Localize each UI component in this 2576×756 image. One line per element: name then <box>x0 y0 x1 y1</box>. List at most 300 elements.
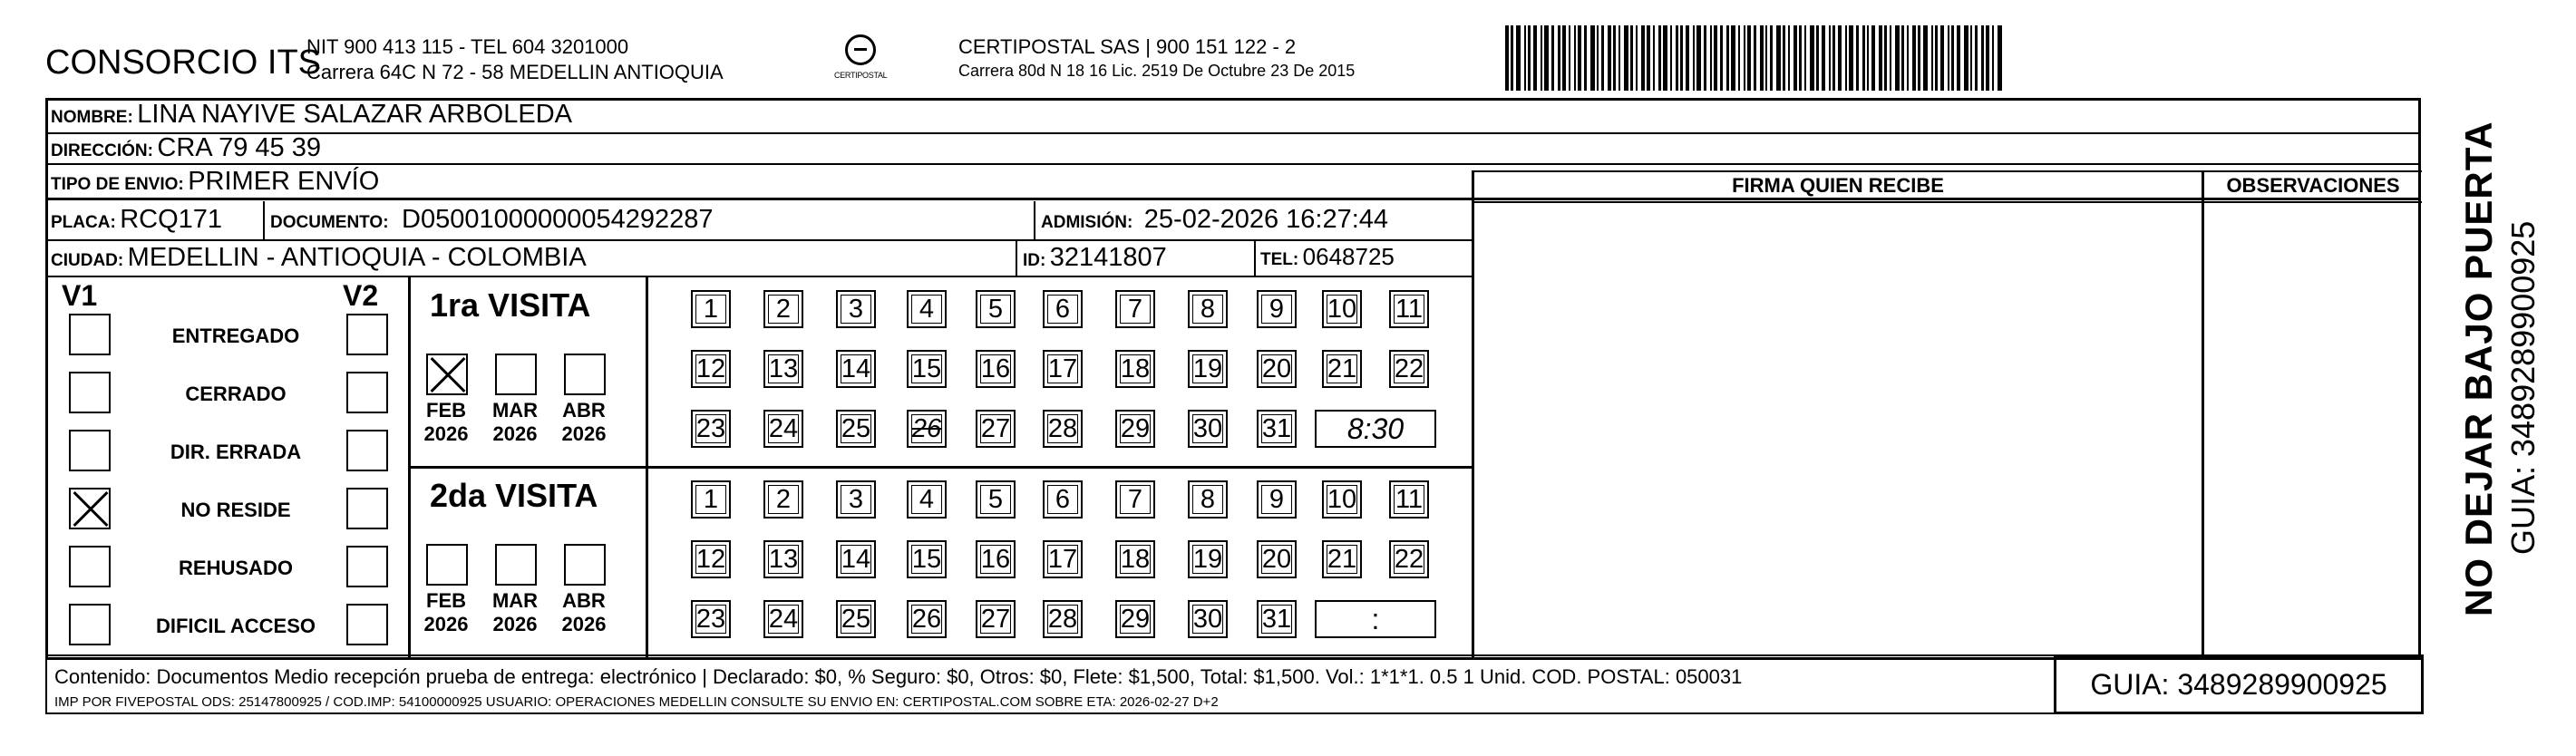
barcode-bar <box>1653 25 1655 91</box>
day-number: 29 <box>1120 414 1151 443</box>
barcode-bar <box>1597 25 1599 91</box>
day-box[interactable] <box>1043 540 1083 578</box>
day-box[interactable] <box>907 600 947 638</box>
placa-label: PLACA: <box>51 213 116 232</box>
divider <box>1472 170 1474 660</box>
day-box[interactable] <box>1115 600 1155 638</box>
barcode-bar <box>1578 25 1581 91</box>
nombre-value: LINA NAYIVE SALAZAR ARBOLEDA <box>137 100 572 129</box>
day-number: 14 <box>841 354 871 383</box>
placa-value: RCQ171 <box>120 205 223 234</box>
day-box[interactable] <box>691 540 731 578</box>
day-box[interactable] <box>907 350 947 388</box>
day-box[interactable] <box>1257 540 1297 578</box>
barcode-bar <box>1680 25 1683 91</box>
day-number: 13 <box>768 545 799 574</box>
day-box[interactable] <box>691 410 731 448</box>
day-number: 17 <box>1047 545 1078 574</box>
v2-checkbox[interactable] <box>346 314 388 355</box>
day-number: 7 <box>1127 485 1143 514</box>
barcode-bar <box>1912 25 1916 91</box>
footer-frame <box>45 654 2424 714</box>
day-number: 31 <box>1261 605 1292 634</box>
day-number: 2 <box>775 485 792 514</box>
month-name: FEB <box>426 399 466 422</box>
day-number: 18 <box>1120 545 1151 574</box>
day-box[interactable] <box>1043 410 1083 448</box>
direccion-row <box>51 133 321 163</box>
day-box[interactable] <box>1322 540 1362 578</box>
day-box[interactable] <box>976 290 1016 328</box>
day-box[interactable] <box>1322 480 1362 519</box>
day-box[interactable] <box>691 480 731 519</box>
barcode-bar <box>1558 25 1560 91</box>
barcode-bar <box>1793 25 1797 91</box>
month-year: 2026 <box>492 422 538 445</box>
divider <box>45 276 1472 277</box>
day-box[interactable] <box>1389 480 1429 519</box>
barcode-bar <box>1867 25 1869 91</box>
certipostal-info <box>958 34 1355 82</box>
barcode-bar <box>1871 25 1875 91</box>
day-number: 28 <box>1047 414 1078 443</box>
status-label: DIFICIL ACCESO <box>155 615 316 637</box>
day-box[interactable] <box>1115 540 1155 578</box>
day-box[interactable] <box>1115 350 1155 388</box>
day-box[interactable] <box>1188 290 1228 328</box>
ciudad-field <box>51 243 587 273</box>
v2-checkbox[interactable] <box>346 488 388 529</box>
day-box[interactable] <box>763 600 803 638</box>
day-number: 8 <box>1200 295 1216 324</box>
day-number: 9 <box>1269 295 1285 324</box>
day-number: 26 <box>911 605 942 634</box>
logo-icon <box>845 34 876 65</box>
barcode-bar <box>1788 25 1790 91</box>
day-box[interactable] <box>1257 410 1297 448</box>
day-number: 22 <box>1394 354 1424 383</box>
nombre-row <box>51 100 572 130</box>
day-box[interactable] <box>763 350 803 388</box>
barcode-bar <box>1731 25 1735 91</box>
guia-box: GUIA: 3489289900925 <box>2054 654 2424 714</box>
barcode-bar <box>1744 25 1745 91</box>
barcode-bar <box>1986 25 1989 91</box>
barcode-bar <box>1884 25 1887 91</box>
day-number: 6 <box>1055 295 1071 324</box>
visit-title: 2da VISITA <box>430 477 598 514</box>
day-box[interactable] <box>1389 350 1429 388</box>
barcode-bar <box>1890 25 1891 91</box>
day-number: 16 <box>980 545 1011 574</box>
month-label <box>419 589 473 636</box>
v2-header: V2 <box>343 279 379 312</box>
day-number: 4 <box>919 485 935 514</box>
barcode-bar <box>1783 25 1785 91</box>
day-number: 31 <box>1261 414 1292 443</box>
barcode-bar <box>1714 25 1717 91</box>
barcode-bar <box>1856 25 1859 91</box>
day-number: 24 <box>768 605 799 634</box>
day-number: 23 <box>695 605 726 634</box>
month-name: FEB <box>426 589 466 612</box>
barcode-bar <box>1544 25 1549 91</box>
day-box[interactable] <box>763 290 803 328</box>
day-number: 15 <box>911 545 942 574</box>
day-number: 20 <box>1261 545 1292 574</box>
id-field <box>1023 243 1167 273</box>
brand-name: CONSORCIO ITS <box>45 44 322 82</box>
barcode-bar <box>1776 25 1781 91</box>
barcode-bar <box>1862 25 1865 91</box>
day-number: 1 <box>703 485 719 514</box>
day-box[interactable] <box>691 600 731 638</box>
barcode-bar <box>1569 25 1570 91</box>
ciudad-value: MEDELLIN - ANTIOQUIA - COLOMBIA <box>127 243 587 272</box>
barcode-bar <box>1511 25 1513 91</box>
v1-checkbox[interactable] <box>69 546 111 587</box>
barcode-bar <box>1810 25 1814 91</box>
v1-header: V1 <box>62 279 98 312</box>
day-box[interactable] <box>836 480 876 519</box>
certipostal-line1: CERTIPOSTAL SAS | 900 151 122 - 2 <box>958 35 1297 58</box>
barcode-bar <box>1630 25 1633 91</box>
v2-checkbox[interactable] <box>346 604 388 645</box>
placa-field <box>51 205 222 235</box>
day-box[interactable] <box>1257 480 1297 519</box>
barcode-bar <box>1624 25 1628 91</box>
id-value: 32141807 <box>1049 243 1167 272</box>
barcode-bar <box>1562 25 1566 91</box>
day-number: 19 <box>1192 354 1223 383</box>
day-box[interactable] <box>763 540 803 578</box>
month-checkbox[interactable] <box>426 354 468 395</box>
day-number: 12 <box>695 354 726 383</box>
day-box[interactable] <box>1257 290 1297 328</box>
contenido-text: Contenido: Documentos Medio recepción prueba de entrega: electrónico | Declarado: $0, % Seguro: $0, Otros: $0, Flete: $1,500, Total: $1,500. Vol.: 1*1*1. 0.5 1 Unid. COD. POSTAL: 050031 <box>54 665 1743 688</box>
divider <box>45 163 2421 165</box>
month-label <box>488 589 542 636</box>
v1-checkbox[interactable] <box>69 488 111 529</box>
day-number: 1 <box>703 295 719 324</box>
barcode-bar <box>1895 25 1900 91</box>
barcode-bar <box>1601 25 1604 91</box>
barcode-bar <box>1704 25 1706 91</box>
barcode-bar <box>1670 25 1672 91</box>
day-box[interactable] <box>1257 350 1297 388</box>
imp-text: IMP POR FIVEPOSTAL ODS: 25147800925 / COD.IMP: 54100000925 USUARIO: OPERACIONES MEDELLIN CONSULTE SU ENVIO EN: CERTIPOSTAL.COM SOBRE ETA: 2026-02-27 D+2 <box>54 694 1219 710</box>
day-box[interactable] <box>907 410 947 448</box>
barcode-bar <box>1975 25 1978 91</box>
day-box[interactable] <box>1257 600 1297 638</box>
day-box[interactable] <box>1043 290 1083 328</box>
month-name: MAR <box>491 589 539 612</box>
month-year: 2026 <box>561 613 607 635</box>
v2-checkbox[interactable] <box>346 372 388 413</box>
barcode-bar <box>1760 25 1764 91</box>
day-number: 11 <box>1395 485 1424 514</box>
barcode <box>1505 25 2231 91</box>
visit-time[interactable]: 8:30 <box>1315 410 1436 448</box>
barcode-bar <box>1829 25 1831 91</box>
day-box[interactable] <box>1322 290 1362 328</box>
day-number: 18 <box>1120 354 1151 383</box>
barcode-bar <box>1726 25 1729 91</box>
month-year: 2026 <box>423 613 469 635</box>
divider <box>646 276 648 660</box>
day-box[interactable] <box>976 480 1016 519</box>
divider <box>1034 201 1035 239</box>
day-box[interactable] <box>976 540 1016 578</box>
barcode-bar <box>1693 25 1695 91</box>
id-label: ID: <box>1023 251 1046 270</box>
v1-checkbox[interactable] <box>69 430 111 471</box>
barcode-bar <box>1992 25 1994 91</box>
day-box[interactable] <box>976 600 1016 638</box>
day-box[interactable] <box>976 410 1016 448</box>
barcode-bar <box>1804 25 1806 91</box>
barcode-bar <box>1879 25 1882 91</box>
day-box[interactable] <box>907 540 947 578</box>
day-number: 3 <box>848 295 864 324</box>
barcode-bar <box>1845 25 1847 91</box>
day-box[interactable] <box>836 540 876 578</box>
visit-time[interactable]: : <box>1315 600 1436 638</box>
day-number: 16 <box>980 354 1011 383</box>
admision-value: 25-02-2026 16:27:44 <box>1143 205 1389 234</box>
divider <box>263 201 265 239</box>
day-box[interactable] <box>1389 290 1429 328</box>
month-label <box>488 399 542 446</box>
warning-text: NO DEJAR BAJO PUERTA <box>2457 121 2500 616</box>
day-number: 10 <box>1327 485 1357 514</box>
day-box[interactable] <box>1115 290 1155 328</box>
barcode-bar <box>1551 25 1554 91</box>
day-number: 30 <box>1192 414 1223 443</box>
barcode-bar <box>1636 25 1638 91</box>
month-checkbox[interactable] <box>564 354 606 395</box>
barcode-bar <box>1738 25 1740 91</box>
barcode-bar <box>1613 25 1616 91</box>
v1-checkbox[interactable] <box>69 604 111 645</box>
divider <box>45 132 2421 134</box>
divider <box>408 466 1472 469</box>
status-label: ENTREGADO <box>171 325 300 347</box>
admision-field <box>1041 205 1388 235</box>
barcode-bar <box>1676 25 1678 91</box>
day-number: 22 <box>1394 545 1424 574</box>
certipostal-logo <box>834 34 889 92</box>
day-number: 2 <box>775 295 792 324</box>
barcode-bar <box>1710 25 1712 91</box>
day-number: 8 <box>1200 485 1216 514</box>
day-number: 24 <box>768 414 799 443</box>
day-number: 20 <box>1261 354 1292 383</box>
barcode-bar <box>1935 25 1938 91</box>
v1-checkbox[interactable] <box>69 372 111 413</box>
day-box[interactable] <box>907 480 947 519</box>
status-label: CERRADO <box>185 383 287 405</box>
barcode-bar <box>1574 25 1576 91</box>
barcode-bar <box>1647 25 1650 91</box>
day-number: 3 <box>848 485 864 514</box>
day-box[interactable] <box>1043 480 1083 519</box>
barcode-bar <box>1608 25 1611 91</box>
status-label: REHUSADO <box>179 557 293 579</box>
divider <box>45 239 1472 241</box>
day-box[interactable] <box>1322 350 1362 388</box>
day-box[interactable] <box>836 600 876 638</box>
day-box[interactable] <box>691 290 731 328</box>
day-box[interactable] <box>763 410 803 448</box>
barcode-bar <box>1528 25 1531 91</box>
tel-field <box>1260 243 1395 271</box>
ciudad-label: CIUDAD: <box>51 251 124 270</box>
status-label: DIR. ERRADA <box>170 441 302 463</box>
divider <box>2202 170 2204 660</box>
barcode-bar <box>1901 25 1904 91</box>
day-number: 28 <box>1047 605 1078 634</box>
barcode-bar <box>1533 25 1537 91</box>
day-number: 13 <box>768 354 799 383</box>
day-number: 25 <box>841 414 871 443</box>
barcode-bar <box>1940 25 1944 91</box>
day-box[interactable] <box>976 350 1016 388</box>
documento-field <box>270 205 714 235</box>
barcode-bar <box>1964 25 1968 91</box>
month-label <box>557 589 611 636</box>
barcode-bar <box>1696 25 1701 91</box>
tipo-envio-label: TIPO DE ENVIO: <box>51 175 184 194</box>
barcode-bar <box>1907 25 1909 91</box>
logo-text: CERTIPOSTAL <box>834 71 888 80</box>
day-number: 14 <box>841 545 871 574</box>
divider <box>1472 170 2422 172</box>
divider <box>45 198 2421 200</box>
barcode-bar <box>1822 25 1825 91</box>
barcode-bar <box>1765 25 1767 91</box>
v2-checkbox[interactable] <box>346 430 388 471</box>
day-box[interactable] <box>1043 350 1083 388</box>
month-name: ABR <box>562 589 606 612</box>
barcode-bar <box>1619 25 1620 91</box>
barcode-bar <box>1816 25 1819 91</box>
day-box[interactable] <box>763 480 803 519</box>
day-box[interactable] <box>1115 410 1155 448</box>
day-box[interactable] <box>691 350 731 388</box>
day-box[interactable] <box>836 290 876 328</box>
direccion-label: DIRECCIÓN: <box>51 141 153 160</box>
month-year: 2026 <box>423 422 469 445</box>
barcode-bar <box>1799 25 1802 91</box>
barcode-bar <box>1590 25 1595 91</box>
month-checkbox[interactable] <box>426 544 468 586</box>
day-box[interactable] <box>1188 540 1228 578</box>
day-number: 7 <box>1127 295 1143 324</box>
observaciones-header: OBSERVACIONES <box>2226 174 2400 197</box>
barcode-bar <box>1641 25 1645 91</box>
day-number: 26 <box>911 414 942 443</box>
barcode-bar <box>1686 25 1689 91</box>
documento-label: DOCUMENTO: <box>270 213 389 232</box>
day-number: 15 <box>911 354 942 383</box>
barcode-bar <box>1584 25 1587 91</box>
barcode-bar <box>1505 25 1509 91</box>
day-number: 27 <box>980 414 1011 443</box>
barcode-bar <box>1918 25 1920 91</box>
day-number: 21 <box>1327 354 1357 383</box>
day-number: 4 <box>919 295 935 324</box>
visit-title: 1ra VISITA <box>430 286 591 324</box>
divider <box>1016 239 1017 276</box>
barcode-bar <box>1998 25 2002 91</box>
barcode-bar <box>1770 25 1773 91</box>
v1-checkbox[interactable] <box>69 314 111 355</box>
day-number: 6 <box>1055 485 1071 514</box>
barcode-bar <box>1720 25 1723 91</box>
barcode-bar <box>1981 25 1984 91</box>
day-box[interactable] <box>836 410 876 448</box>
day-box[interactable] <box>907 290 947 328</box>
day-number: 12 <box>695 545 726 574</box>
day-number: 5 <box>987 485 1004 514</box>
day-box[interactable] <box>1188 350 1228 388</box>
day-box[interactable] <box>836 350 876 388</box>
barcode-bar <box>1849 25 1853 91</box>
nit-line: NIT 900 413 115 - TEL 604 3201000 <box>306 35 629 58</box>
certipostal-line2: Carrera 80d N 18 16 Lic. 2519 De Octubre 23 De 2015 <box>958 62 1356 80</box>
month-checkbox[interactable] <box>495 354 537 395</box>
day-box[interactable] <box>1043 600 1083 638</box>
barcode-bar <box>1516 25 1521 91</box>
tipo-envio-row <box>51 167 379 197</box>
day-box[interactable] <box>1188 480 1228 519</box>
v2-checkbox[interactable] <box>346 546 388 587</box>
day-box[interactable] <box>1188 600 1228 638</box>
company-info <box>306 34 724 85</box>
barcode-bar <box>1957 25 1960 91</box>
barcode-bar <box>1754 25 1756 91</box>
day-number: 9 <box>1269 485 1285 514</box>
divider <box>1472 201 2422 203</box>
company-address: Carrera 64C N 72 - 58 MEDELLIN ANTIOQUIA <box>306 61 724 83</box>
tel-value: 0648725 <box>1302 243 1395 270</box>
barcode-bar <box>1931 25 1933 91</box>
admision-label: ADMISIÓN: <box>1041 213 1133 232</box>
month-checkbox[interactable] <box>564 544 606 586</box>
day-box[interactable] <box>1188 410 1228 448</box>
month-checkbox[interactable] <box>495 544 537 586</box>
barcode-bar <box>1948 25 1949 91</box>
status-label: NO RESIDE <box>180 499 291 521</box>
barcode-bar <box>1524 25 1526 91</box>
barcode-bar <box>1951 25 1954 91</box>
day-number: 21 <box>1327 545 1357 574</box>
day-box[interactable] <box>1115 480 1155 519</box>
day-number: 19 <box>1192 545 1223 574</box>
month-label <box>419 399 473 446</box>
barcode-bar <box>1970 25 1972 91</box>
day-number: 30 <box>1192 605 1223 634</box>
day-box[interactable] <box>1389 540 1429 578</box>
month-name: ABR <box>562 399 606 422</box>
barcode-bar <box>1747 25 1751 91</box>
tel-label: TEL: <box>1260 250 1299 269</box>
firma-header: FIRMA QUIEN RECIBE <box>1732 174 1944 197</box>
barcode-bar <box>1832 25 1835 91</box>
month-year: 2026 <box>492 613 538 635</box>
side-guia: GUIA: 3489289900925 <box>2504 220 2542 555</box>
